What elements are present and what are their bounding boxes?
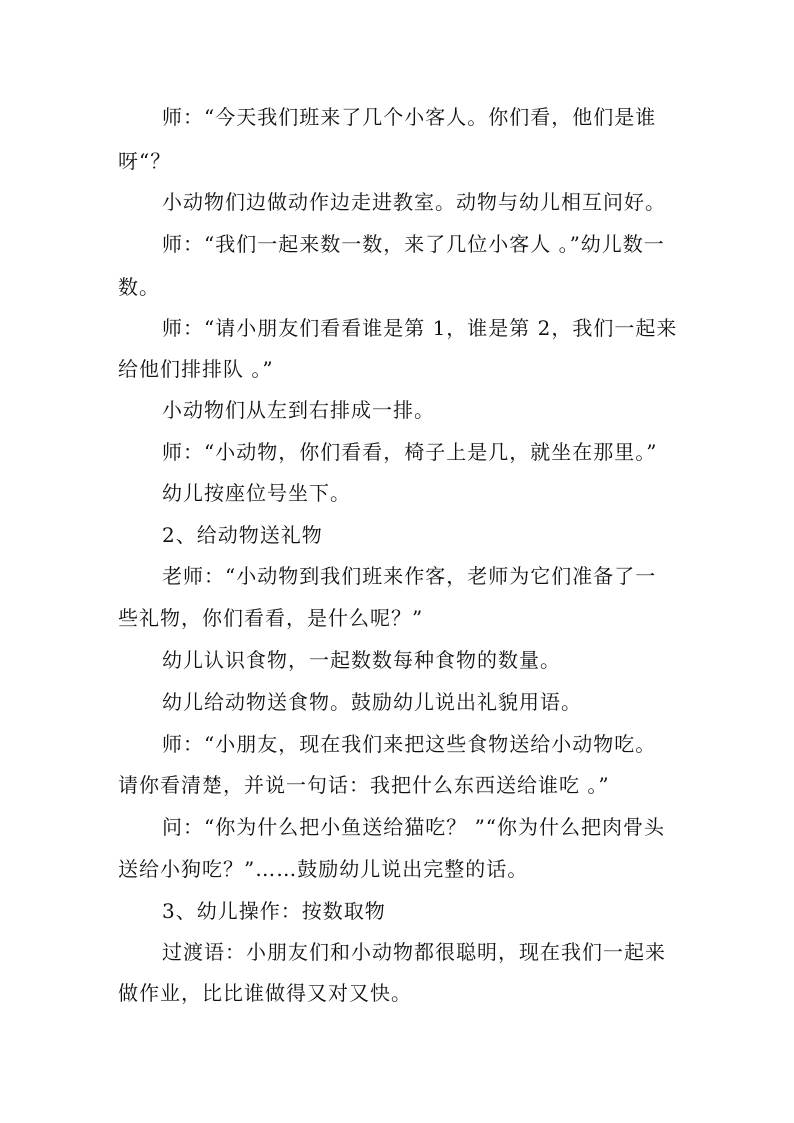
text-line: 师：“我们一起来数一数，来了几位小客人 。”幼儿数一 xyxy=(162,232,665,256)
text-line: 老师：“小动物到我们班来作客，老师为它们准备了一 xyxy=(162,564,657,588)
text-line: 些礼物，你们看看，是什么呢？” xyxy=(118,606,424,630)
text-line: 做作业，比比谁做得又对又快。 xyxy=(118,981,412,1005)
text-line: 呀“？ xyxy=(118,149,172,173)
text-line: 幼儿按座位号坐下。 xyxy=(162,481,351,505)
text-line: 问：“你为什么把小鱼送给猫吃？ ”“你为什么把肉骨头 xyxy=(162,815,666,839)
text-line: 师：“今天我们班来了几个小客人。你们看，他们是谁 xyxy=(162,105,657,129)
section-heading: 3、幼儿操作：按数取物 xyxy=(162,899,386,923)
text-line: 小动物们边做动作边走进教室。动物与幼儿相互问好。 xyxy=(162,190,666,214)
text-line: 给他们排排队 。” xyxy=(118,357,274,381)
section-heading: 2、给动物送礼物 xyxy=(162,523,323,547)
text-line: 请你看清楚，并说一句话：我把什么东西送给谁吃 。” xyxy=(118,773,610,797)
text-line: 过渡语：小朋友们和小动物都很聪明，现在我们一起来 xyxy=(162,940,666,964)
text-line: 幼儿给动物送食物。鼓励幼儿说出礼貌用语。 xyxy=(162,690,582,714)
text-line: 数。 xyxy=(118,275,160,299)
text-line: 师：“小朋友，现在我们来把这些食物送给小动物吃。 xyxy=(162,732,657,756)
text-line: 师：“小动物，你们看看，椅子上是几，就坐在那里。” xyxy=(162,440,658,464)
text-line: 送给小狗吃？”……鼓励幼儿说出完整的话。 xyxy=(118,857,529,881)
text-line: 幼儿认识食物，一起数数每种食物的数量。 xyxy=(162,648,561,672)
text-line: 师：“请小朋友们看看谁是第 1，谁是第 2，我们一起来 xyxy=(162,316,678,340)
text-line: 小动物们从左到右排成一排。 xyxy=(162,398,435,422)
